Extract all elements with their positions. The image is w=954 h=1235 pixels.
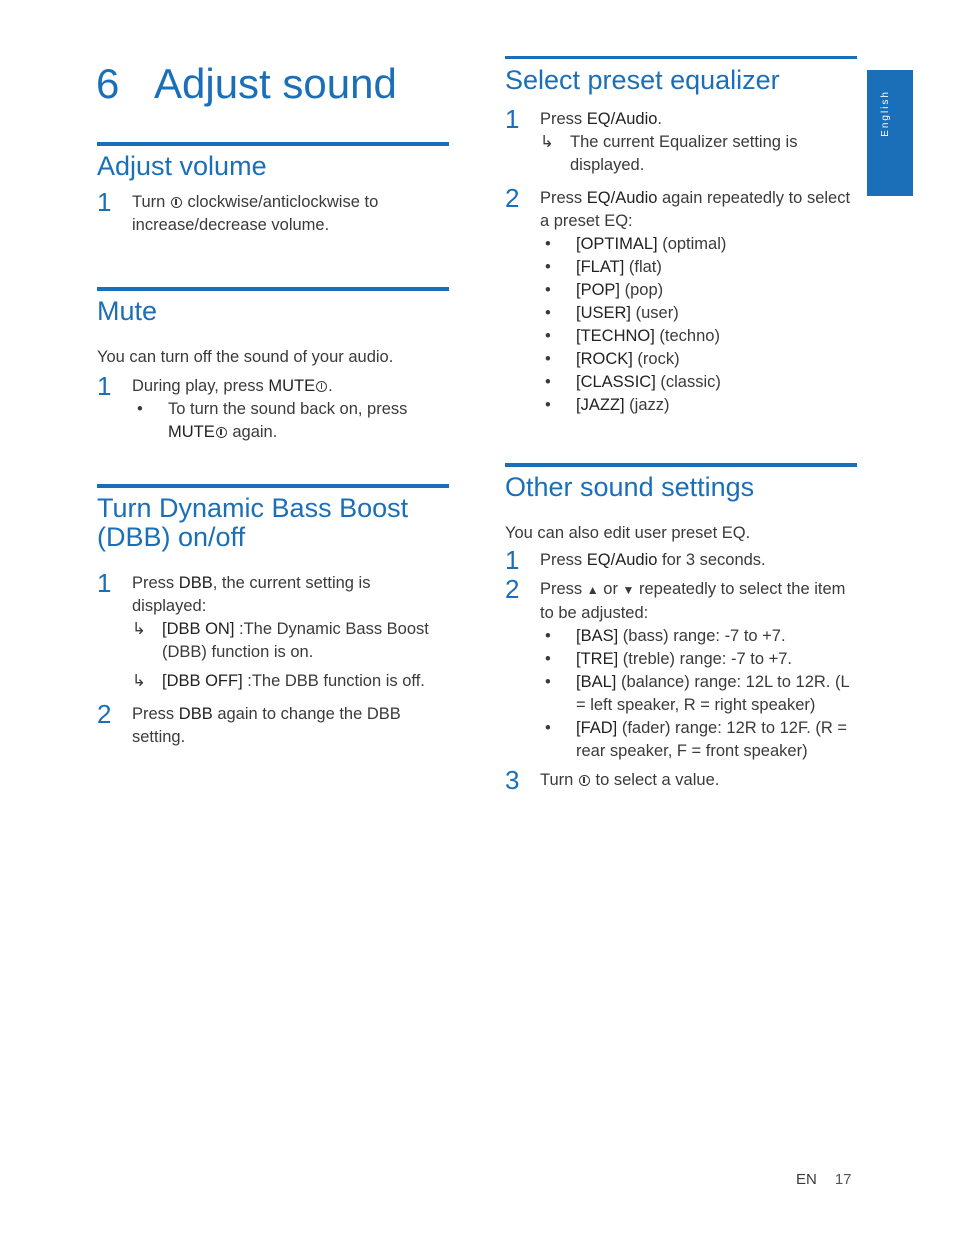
section-title: Adjust volume — [97, 151, 267, 181]
bullet-item — [540, 256, 857, 279]
step-number: 1 — [97, 187, 112, 217]
bullet-mark: • — [545, 304, 551, 322]
step-number: 2 — [505, 183, 520, 213]
step-number: 1 — [97, 371, 112, 401]
section-adjust-volume — [97, 142, 449, 237]
section-dbb — [97, 484, 449, 749]
result-text: :The Dynamic Bass Boost (DBB) function is on. — [162, 620, 429, 661]
step-text-part: or — [603, 580, 618, 598]
step-text-part: Press — [132, 705, 175, 723]
step-text-part: Turn — [540, 771, 574, 789]
bullet-mark: • — [545, 281, 551, 299]
bullet-item — [540, 233, 857, 256]
step-item — [505, 104, 857, 177]
bullet-item — [540, 302, 857, 325]
key-label: [BAL] — [576, 673, 617, 691]
key-label: [JAZZ] — [576, 396, 625, 414]
section-intro: You can turn off the sound of your audio. — [97, 348, 394, 366]
step-number: 2 — [97, 699, 112, 729]
bullet-text: (jazz) — [624, 396, 670, 414]
bullet-text: (fader) range: 12R to 12F. (R = rear speaker, F = front speaker) — [576, 719, 848, 760]
step-text — [540, 108, 857, 131]
key-label: EQ/Audio — [586, 189, 658, 207]
bullet-mark: • — [545, 327, 551, 345]
key-label: [FLAT] — [576, 258, 625, 276]
result-text: The current Equalizer setting is displayed. — [570, 133, 798, 174]
key-label: [USER] — [576, 304, 632, 322]
bullet-mark: • — [545, 235, 551, 253]
step-text-part: During play, press — [132, 377, 264, 395]
page-number: 17 — [834, 1171, 852, 1188]
bullet-item — [540, 671, 857, 717]
step-text — [540, 187, 857, 233]
up-arrow-icon: ▲ — [586, 583, 599, 597]
step-number: 1 — [505, 104, 520, 134]
key-label: [ROCK] — [576, 350, 633, 368]
key-label: [FAD] — [576, 719, 618, 737]
section-title: Mute — [97, 296, 158, 326]
step-item — [97, 568, 449, 693]
key-label: [TECHNO] — [576, 327, 655, 345]
bullet-mark: • — [545, 373, 551, 391]
key-label: EQ/Audio — [586, 551, 658, 569]
step-number: 2 — [505, 574, 520, 604]
step-item — [505, 545, 857, 575]
volume-knob-icon — [316, 381, 327, 392]
key-label: [DBB OFF] — [162, 672, 243, 690]
step-text-part: Press — [540, 551, 583, 569]
volume-knob-icon — [216, 427, 227, 438]
section-title: Select preset equalizer — [505, 65, 780, 95]
bullet-mark: • — [545, 627, 551, 645]
bullet-text: To turn the sound back on, press — [168, 400, 408, 418]
bullet-text: (rock) — [632, 350, 680, 368]
step-text-part: . — [657, 110, 662, 128]
bullet-text: (techno) — [654, 327, 720, 345]
section-preset-equalizer — [505, 56, 857, 417]
step-text-part: clockwise/anticlockwise to increase/decrease volume. — [132, 193, 379, 234]
volume-knob-icon — [171, 197, 182, 208]
step-item — [97, 371, 449, 444]
key-label: [OPTIMAL] — [576, 235, 658, 253]
bullet-mark: • — [545, 350, 551, 368]
step-number: 1 — [505, 545, 520, 575]
section-rule — [97, 142, 449, 146]
bullet-item — [540, 279, 857, 302]
key-label: DBB — [178, 705, 213, 723]
bullet-text: (balance) range: 12L to 12R. (L = left speaker, R = right speaker) — [576, 673, 850, 714]
step-item — [505, 765, 857, 795]
step-text — [132, 375, 449, 398]
bullet-item — [540, 348, 857, 371]
step-text-part: Press — [540, 580, 583, 598]
section-rule — [505, 463, 857, 467]
step-text-part: Press — [132, 574, 175, 592]
bullet-mark: • — [545, 673, 551, 691]
step-text — [540, 549, 857, 572]
chapter-number: 6 — [96, 60, 120, 107]
key-label: [CLASSIC] — [576, 373, 656, 391]
bullet-item — [540, 325, 857, 348]
step-number: 3 — [505, 765, 520, 795]
key-label: [BAS] — [576, 627, 619, 645]
bullet-text: (user) — [631, 304, 679, 322]
step-text-part: , the current setting is displayed: — [132, 574, 371, 615]
bullet-item — [132, 398, 449, 444]
step-text — [540, 769, 857, 792]
step-text-part: to select a value. — [595, 771, 720, 789]
result-item — [540, 131, 857, 177]
bullet-text: (optimal) — [657, 235, 727, 253]
result-arrow-icon: ↳ — [540, 133, 554, 151]
step-text-part: Press — [540, 189, 583, 207]
bullet-text: (classic) — [655, 373, 721, 391]
down-arrow-icon: ▼ — [622, 583, 635, 597]
bullet-mark: • — [545, 650, 551, 668]
volume-knob-icon — [579, 775, 590, 786]
step-item — [505, 574, 857, 763]
bullet-mark: • — [545, 258, 551, 276]
section-other-sound-settings — [505, 463, 857, 795]
step-text — [132, 703, 449, 749]
bullet-text: again. — [232, 423, 278, 441]
section-title: Turn Dynamic Bass Boost (DBB) on/off — [97, 493, 409, 552]
result-arrow-icon: ↳ — [132, 620, 146, 638]
bullet-item — [540, 625, 857, 648]
section-intro: You can also edit user preset EQ. — [505, 524, 751, 542]
step-text-part: again repeatedly to select a preset EQ: — [540, 189, 851, 230]
bullet-text: (treble) range: -7 to +7. — [618, 650, 792, 668]
language-tab-label: English — [880, 90, 891, 137]
key-label: MUTE — [268, 377, 316, 395]
key-label: [POP] — [576, 281, 621, 299]
key-label: MUTE — [168, 423, 215, 441]
bullet-mark: • — [137, 400, 143, 418]
footer-language: EN — [796, 1171, 817, 1188]
step-item — [97, 699, 449, 749]
step-text — [540, 578, 857, 625]
section-title: Other sound settings — [505, 472, 755, 502]
bullet-item — [540, 648, 857, 671]
section-rule — [97, 484, 449, 488]
result-text: :The DBB function is off. — [242, 672, 425, 690]
section-mute — [97, 287, 449, 444]
bullet-item — [540, 717, 857, 763]
step-text-part: again to change the DBB setting. — [132, 705, 401, 746]
bullet-item — [540, 394, 857, 417]
step-text — [132, 191, 449, 237]
key-label: DBB — [178, 574, 213, 592]
chapter-title: Adjust sound — [154, 60, 397, 107]
result-item — [132, 670, 449, 693]
key-label: [DBB ON] — [162, 620, 235, 638]
section-rule — [505, 56, 857, 59]
chapter-heading — [96, 58, 397, 110]
bullet-text: (flat) — [624, 258, 662, 276]
step-text-part: Turn — [132, 193, 166, 211]
bullet-mark: • — [545, 719, 551, 737]
step-item — [505, 183, 857, 417]
bullet-text: (pop) — [620, 281, 664, 299]
step-text-part: for 3 seconds. — [662, 551, 766, 569]
key-label: EQ/Audio — [586, 110, 658, 128]
result-item — [132, 618, 449, 664]
step-item — [97, 187, 449, 237]
step-text-part: . — [328, 377, 333, 395]
step-text — [132, 572, 449, 618]
step-number: 1 — [97, 568, 112, 598]
key-label: [TRE] — [576, 650, 619, 668]
step-text-part: repeatedly to select the item to be adjusted: — [540, 580, 846, 622]
language-tab — [867, 70, 913, 196]
bullet-item — [540, 371, 857, 394]
step-text-part: Press — [540, 110, 583, 128]
bullet-mark: • — [545, 396, 551, 414]
bullet-text: (bass) range: -7 to +7. — [618, 627, 786, 645]
page-footer — [796, 1171, 852, 1189]
section-rule — [97, 287, 449, 291]
result-arrow-icon: ↳ — [132, 672, 146, 690]
